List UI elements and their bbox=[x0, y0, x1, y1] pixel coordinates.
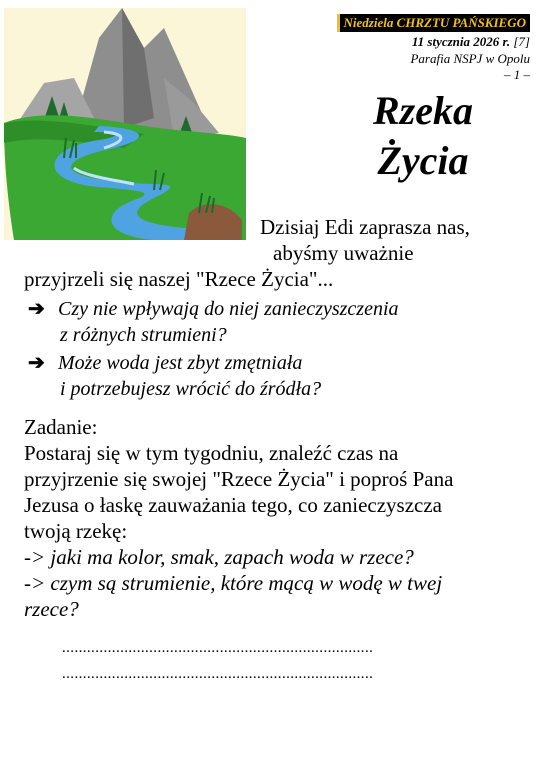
task-prompt: -> jaki ma kolor, smak, zapach woda w rzece? bbox=[24, 545, 414, 569]
page-title bbox=[338, 86, 508, 186]
parish-name: Parafia NSPJ w Opolu bbox=[410, 51, 530, 66]
task-heading: Zadanie: bbox=[24, 415, 98, 439]
page-number: – 1 – bbox=[504, 67, 530, 82]
task-line: przyjrzenie się swojej "Rzece Życia" i poproś Pana bbox=[24, 467, 454, 491]
task-section bbox=[24, 414, 524, 622]
question-line-1: Czy nie wpływają do niej zanieczyszczenia bbox=[58, 298, 399, 320]
answer-line: ........................................................................... bbox=[62, 640, 374, 656]
bulletin-date: 11 stycznia 2026 r. bbox=[411, 34, 511, 49]
issue-number: [7] bbox=[513, 34, 530, 49]
task-line: Jezusa o łaskę zauważania tego, co zanieczyszcza bbox=[24, 493, 443, 517]
question-line-1: Może woda jest zbyt zmętniała bbox=[58, 352, 303, 374]
task-line: Postaraj się w tym tygodniu, znaleźć czas na bbox=[24, 441, 399, 465]
question-item bbox=[28, 350, 321, 402]
intro-line-3: przyjrzeli się naszej "Rzece Życia"... bbox=[24, 267, 334, 291]
task-prompt: -> czym są strumienie, które mącą w wodę w twej bbox=[24, 571, 443, 595]
arrow-right-icon: ➔ bbox=[28, 298, 45, 320]
arrow-right-icon: ➔ bbox=[28, 352, 45, 374]
date-line bbox=[337, 34, 531, 50]
bulletin-header bbox=[337, 14, 531, 83]
title-line-1: Rzeka bbox=[373, 88, 473, 133]
task-line: twoją rzekę: bbox=[24, 519, 128, 543]
intro-line-2: abyśmy uważnie bbox=[273, 241, 414, 265]
sunday-name: Niedziela CHRZTU PAŃSKIEGO bbox=[337, 14, 531, 32]
river-mountain-illustration bbox=[4, 8, 246, 240]
intro-line-1: Dzisiaj Edi zaprasza nas, bbox=[260, 215, 470, 239]
title-line-2: Życia bbox=[377, 138, 469, 183]
question-line-2: z różnych strumieni? bbox=[60, 324, 227, 346]
question-line-2: i potrzebujesz wrócić do źródła? bbox=[60, 378, 322, 400]
answer-line: ........................................................................... bbox=[62, 666, 374, 682]
question-item bbox=[28, 296, 399, 348]
task-prompt-continued: rzece? bbox=[24, 597, 79, 621]
